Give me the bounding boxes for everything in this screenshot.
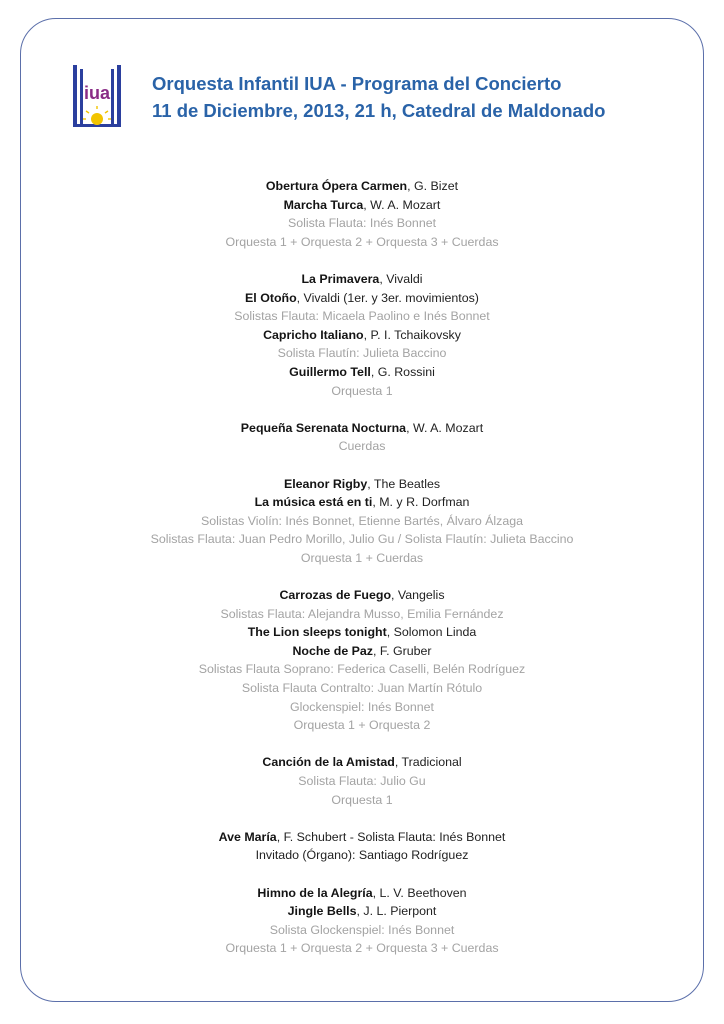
piece-composer: , Vivaldi (379, 271, 423, 286)
performer-note: Orquesta 1 + Orquesta 2 + Orquesta 3 + Cuerdas (225, 234, 499, 249)
program-piece (20, 884, 704, 903)
program-piece (20, 623, 704, 642)
program-piece (20, 419, 704, 438)
piece-composer: , Vangelis (391, 588, 445, 603)
section-gap (20, 567, 704, 586)
program-piece (20, 270, 704, 289)
piece-title: Marcha Turca (283, 197, 364, 212)
iua-logo (72, 63, 122, 129)
piece-composer: , Solomon Linda (386, 625, 477, 640)
piece-composer: , F. Gruber (373, 643, 432, 658)
program-piece (20, 753, 704, 772)
program-piece (20, 177, 704, 196)
piece-title: El Otoño (245, 290, 297, 305)
piece-composer: , Vivaldi (1er. y 3er. movimientos) (296, 290, 479, 305)
piece-composer: , P. I. Tchaikovsky (363, 327, 461, 342)
program-text: Invitado (Órgano): Santiago Rodríguez (255, 848, 469, 863)
performer-note: Solista Flauta: Inés Bonnet (287, 216, 437, 231)
piece-composer: , The Beatles (367, 476, 441, 491)
program-piece (20, 642, 704, 661)
section-gap (20, 809, 704, 828)
performer-note: Solistas Flauta Soprano: Federica Caselli, Belén Rodríguez (198, 662, 526, 677)
program-piece (20, 493, 704, 512)
piece-title: Guillermo Tell (289, 364, 371, 379)
header (152, 70, 605, 124)
piece-title: Noche de Paz (292, 643, 374, 658)
iua-logo-icon (72, 63, 122, 129)
section-gap (20, 735, 704, 754)
piece-title: La Primavera (301, 271, 380, 286)
logo-letters: iua (83, 83, 111, 103)
piece-title: Jingle Bells (287, 904, 357, 919)
concert-title: Orquesta Infantil IUA - Programa del Concierto (152, 73, 562, 94)
piece-composer: , Tradicional (394, 755, 462, 770)
piece-title: Carrozas de Fuego (279, 588, 392, 603)
piece-title: Pequeña Serenata Nocturna (240, 420, 407, 435)
performer-note: Cuerdas (338, 439, 386, 454)
piece-composer: , W. A. Mozart (406, 420, 484, 435)
piece-title: Eleanor Rigby (283, 476, 368, 491)
performer-note: Solistas Flauta: Alejandra Musso, Emilia Fernández (220, 606, 504, 621)
performer-note: Orquesta 1 (331, 792, 393, 807)
program-piece (20, 902, 704, 921)
section-gap (20, 456, 704, 475)
piece-composer: , W. A. Mozart (363, 197, 441, 212)
piece-title: Obertura Ópera Carmen (265, 179, 408, 193)
piece-title: Capricho Italiano (263, 327, 364, 342)
piece-title: La música está en ti (254, 495, 373, 510)
program-piece (20, 475, 704, 494)
piece-composer: , G. Rossini (370, 364, 435, 379)
concert-date-venue: 11 de Diciembre, 2013, 21 h, Catedral de Maldonado (152, 100, 606, 121)
performer-note: Solistas Flauta: Micaela Paolino e Inés Bonnet (234, 309, 490, 324)
program-piece (20, 828, 704, 847)
performer-note: Solista Flautín: Julieta Baccino (277, 346, 447, 361)
performer-note: Orquesta 1 + Cuerdas (300, 550, 424, 565)
performer-note: Orquesta 1 + Orquesta 2 (293, 718, 431, 733)
piece-title: Canción de la Amistad (262, 755, 395, 770)
piece-title: Ave María (218, 829, 277, 844)
section-gap (20, 400, 704, 419)
section-gap (20, 865, 704, 884)
piece-title: Himno de la Alegría (257, 885, 373, 900)
program-list (20, 177, 704, 958)
piece-composer: , M. y R. Dorfman (372, 495, 470, 510)
program-piece (20, 196, 704, 215)
program-piece (20, 326, 704, 345)
performer-note: Solistas Violín: Inés Bonnet, Etienne Bartés, Álvaro Álzaga (200, 513, 524, 528)
program-piece (20, 363, 704, 382)
piece-composer: , J. L. Pierpont (356, 904, 437, 919)
performer-note: Solista Glockenspiel: Inés Bonnet (269, 922, 455, 937)
performer-note: Orquesta 1 + Orquesta 2 + Orquesta 3 + Cuerdas (225, 941, 499, 956)
piece-composer: , F. Schubert - Solista Flauta: Inés Bonnet (276, 829, 506, 844)
piece-title: The Lion sleeps tonight (247, 625, 387, 640)
performer-note: Solistas Flauta: Juan Pedro Morillo, Julio Gu / Solista Flautín: Julieta Baccino (150, 532, 574, 547)
program-piece (20, 586, 704, 605)
piece-composer: , L. V. Beethoven (372, 885, 467, 900)
performer-note: Orquesta 1 (331, 383, 393, 398)
performer-note: Solista Flauta Contralto: Juan Martín Rótulo (241, 681, 483, 696)
section-gap (20, 251, 704, 270)
performer-note: Glockenspiel: Inés Bonnet (290, 699, 434, 714)
performer-note: Solista Flauta: Julio Gu (298, 774, 426, 788)
piece-composer: , G. Bizet (407, 179, 459, 193)
program-piece (20, 289, 704, 308)
